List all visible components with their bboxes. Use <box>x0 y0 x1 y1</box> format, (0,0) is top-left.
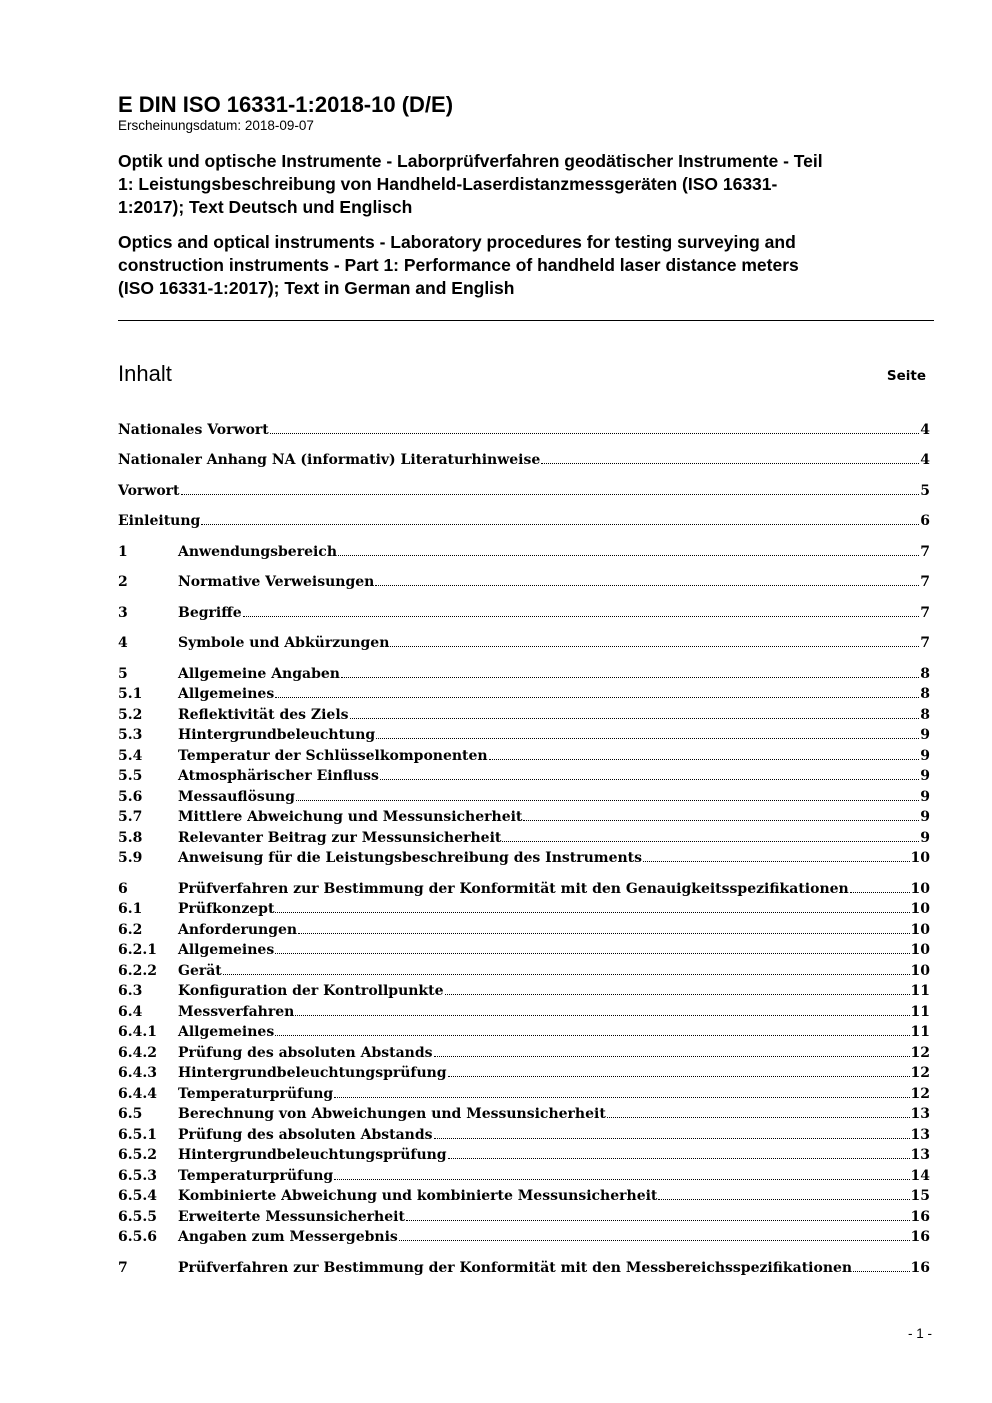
toc-entry-number: 6.4.2 <box>118 1045 157 1061</box>
toc-entry-title: Messverfahren <box>178 1004 295 1020</box>
toc-entry-number: 5.2 <box>118 707 143 723</box>
toc-entry[interactable] <box>118 601 930 621</box>
toc-entry-title: Temperaturprüfung <box>178 1086 334 1102</box>
toc-dot-leader <box>341 676 919 678</box>
toc-entry-page: 11 <box>910 983 930 999</box>
toc-entry-number: 6.5.3 <box>118 1168 157 1184</box>
toc-entry-page: 16 <box>910 1209 930 1225</box>
toc-entry-page: 4 <box>920 452 930 468</box>
toc-dot-leader <box>658 1198 909 1200</box>
toc-entry-number: 6.4.4 <box>118 1086 157 1102</box>
toc-entry-number: 6.4.1 <box>118 1024 157 1040</box>
toc-dot-leader <box>502 840 919 842</box>
toc-entry[interactable] <box>118 1164 930 1184</box>
toc-entry-page: 16 <box>910 1260 930 1276</box>
title-english-line: (ISO 16331-1:2017); Text in German and English <box>118 278 515 298</box>
toc-entry-page: 16 <box>910 1229 930 1245</box>
toc-entry-title: Allgemeines <box>178 686 275 702</box>
title-english-line: Optics and optical instruments - Laboratory procedures for testing surveying and <box>118 232 796 252</box>
toc-entry[interactable] <box>118 1184 930 1204</box>
toc-entry-number: 6.5 <box>118 1106 143 1122</box>
toc-entry[interactable] <box>118 1143 930 1163</box>
toc-entry-page: 5 <box>920 483 930 499</box>
toc-entry[interactable] <box>118 723 930 743</box>
toc-entry-page: 10 <box>910 850 930 866</box>
toc-entry-number: 6.5.6 <box>118 1229 157 1245</box>
toc-dot-leader <box>275 911 909 913</box>
toc-entry-title: Symbole und Abkürzungen <box>178 635 390 651</box>
toc-entry-title: Prüfung des absoluten Abstands <box>178 1127 433 1143</box>
toc-entry[interactable] <box>118 1256 930 1276</box>
toc-entry-title: Temperatur der Schlüsselkomponenten <box>178 748 488 764</box>
toc-entry[interactable] <box>118 631 930 651</box>
toc-dot-leader <box>296 799 919 801</box>
toc-dot-leader <box>201 523 919 525</box>
toc-entry-title: Hintergrundbeleuchtungsprüfung <box>178 1065 447 1081</box>
toc-entry-page: 4 <box>920 422 930 438</box>
toc-entry-title: Allgemeines <box>178 1024 275 1040</box>
toc-entry[interactable] <box>118 744 930 764</box>
toc-entry-title: Erweiterte Messunsicherheit <box>178 1209 405 1225</box>
toc-entry-page: 15 <box>910 1188 930 1204</box>
toc-entry-title: Allgemeine Angaben <box>178 666 340 682</box>
toc-entry[interactable] <box>118 846 930 866</box>
toc-entry[interactable] <box>118 540 930 560</box>
toc-heading: Inhalt <box>118 361 172 386</box>
toc-entry[interactable] <box>118 938 930 958</box>
toc-entry[interactable] <box>118 1061 930 1081</box>
toc-dot-leader <box>390 645 919 647</box>
toc-dot-leader <box>399 1239 910 1241</box>
toc-entry-page: 7 <box>920 544 930 560</box>
toc-entry-page: 12 <box>910 1065 930 1081</box>
toc-entry-page: 10 <box>910 963 930 979</box>
toc-entry-number: 6.3 <box>118 983 143 999</box>
toc-entry-title: Kombinierte Abweichung und kombinierte Messunsicherheit <box>178 1188 658 1204</box>
title-english <box>118 231 934 301</box>
toc-entry-title: Anweisung für die Leistungsbeschreibung des Instruments <box>178 850 643 866</box>
toc-entry-page: 9 <box>920 809 930 825</box>
toc-dot-leader <box>181 493 920 495</box>
toc-entry-page: 12 <box>910 1086 930 1102</box>
toc-entry-title: Anwendungsbereich <box>178 544 337 560</box>
title-german-line: Optik und optische Instrumente - Laborprüfverfahren geodätischer Instrumente - Teil <box>118 151 823 171</box>
toc-entry-title: Hintergrundbeleuchtungsprüfung <box>178 1147 447 1163</box>
toc-entry-page: 9 <box>920 727 930 743</box>
toc-dot-leader <box>223 973 910 975</box>
toc-entry-number: 5 <box>118 666 128 682</box>
toc-entry-number: 6.1 <box>118 901 143 917</box>
toc-dot-leader <box>275 696 919 698</box>
toc-dot-leader <box>275 1034 909 1036</box>
toc-entry-page: 11 <box>910 1004 930 1020</box>
toc-dot-leader <box>448 1157 910 1159</box>
toc-entry[interactable] <box>118 897 930 917</box>
toc-dot-leader <box>270 432 920 434</box>
toc-entry-page: 8 <box>920 707 930 723</box>
toc-entry-page: 10 <box>910 901 930 917</box>
toc-entry-number: 6.4 <box>118 1004 143 1020</box>
toc-dot-leader <box>376 737 919 739</box>
toc-entry-title: Mittlere Abweichung und Messunsicherheit <box>178 809 523 825</box>
toc-entry-number: 3 <box>118 605 128 621</box>
toc-entry[interactable] <box>118 448 930 468</box>
toc-entry[interactable] <box>118 979 930 999</box>
toc-entry[interactable] <box>118 570 930 590</box>
toc-entry-title: Prüfkonzept <box>178 901 275 917</box>
page-number: - 1 - <box>907 1326 932 1341</box>
toc-entry[interactable] <box>118 1225 930 1245</box>
toc-entry-title: Nationaler Anhang NA (informativ) Literaturhinweise <box>118 452 541 468</box>
toc-entry-title: Atmosphärischer Einfluss <box>178 768 379 784</box>
toc-entry-page: 7 <box>920 635 930 651</box>
toc-entry-page: 14 <box>910 1168 930 1184</box>
toc-entry-number: 6.5.5 <box>118 1209 157 1225</box>
toc-entry[interactable] <box>118 479 930 499</box>
toc-dot-leader <box>334 1178 909 1180</box>
toc-entry-title: Relevanter Beitrag zur Messunsicherheit <box>178 830 502 846</box>
toc-entry-page: 13 <box>910 1106 930 1122</box>
toc-entry-title: Konfiguration der Kontrollpunkte <box>178 983 444 999</box>
toc-entry-number: 6.5.4 <box>118 1188 157 1204</box>
toc-dot-leader <box>298 932 909 934</box>
toc-entry-number: 6.5.2 <box>118 1147 157 1163</box>
toc-entry[interactable] <box>118 703 930 723</box>
toc-entry-number: 6.2.1 <box>118 942 157 958</box>
toc-entry-page: 12 <box>910 1045 930 1061</box>
toc-entry-title: Einleitung <box>118 513 201 529</box>
toc-dot-leader <box>445 993 910 995</box>
toc-entry-title: Angaben zum Messergebnis <box>178 1229 398 1245</box>
toc-dot-leader <box>380 778 919 780</box>
toc-dot-leader <box>643 860 909 862</box>
toc-entry-number: 6.2.2 <box>118 963 157 979</box>
title-english-line: construction instruments - Part 1: Performance of handheld laser distance meters <box>118 255 799 275</box>
toc-entry-title: Gerät <box>178 963 222 979</box>
toc-entry[interactable] <box>118 826 930 846</box>
toc-dot-leader <box>406 1219 910 1221</box>
toc-dot-leader <box>541 462 919 464</box>
toc-entry[interactable] <box>118 662 930 682</box>
toc-entry[interactable] <box>118 509 930 529</box>
toc-dot-leader <box>334 1096 909 1098</box>
toc-dot-leader <box>489 758 920 760</box>
toc-entry-page: 9 <box>920 830 930 846</box>
toc-entry-number: 6.4.3 <box>118 1065 157 1081</box>
toc-entry-title: Temperaturprüfung <box>178 1168 334 1184</box>
toc-dot-leader <box>295 1014 909 1016</box>
toc-dot-leader <box>850 891 910 893</box>
toc-entry-number: 6.5.1 <box>118 1127 157 1143</box>
toc-entry-page: 6 <box>920 513 930 529</box>
toc-entry-number: 7 <box>118 1260 128 1276</box>
toc-entry-number: 5.6 <box>118 789 143 805</box>
toc-entry-page: 7 <box>920 605 930 621</box>
toc-entry[interactable] <box>118 1205 930 1225</box>
toc-entry[interactable] <box>118 764 930 784</box>
toc-entry-page: 9 <box>920 748 930 764</box>
toc-entry-page: 13 <box>910 1127 930 1143</box>
toc-dot-leader <box>434 1137 910 1139</box>
toc-entry-title: Hintergrundbeleuchtung <box>178 727 376 743</box>
toc-dot-leader <box>243 615 920 617</box>
toc-entry-page: 8 <box>920 666 930 682</box>
toc-entry-page: 8 <box>920 686 930 702</box>
header-divider <box>118 320 934 321</box>
toc-entry-title: Prüfverfahren zur Bestimmung der Konformität mit den Messbereichsspezifikationen <box>178 1260 853 1276</box>
toc-entry-page: 9 <box>920 789 930 805</box>
toc-entry-page: 10 <box>910 922 930 938</box>
toc-entry-title: Prüfverfahren zur Bestimmung der Konformität mit den Genauigkeitsspezifikationen <box>178 881 849 897</box>
toc-dot-leader <box>375 584 919 586</box>
toc-entry-page: 7 <box>920 574 930 590</box>
toc-entry-page: 9 <box>920 768 930 784</box>
toc-entry-number: 5.9 <box>118 850 143 866</box>
toc-entry-number: 4 <box>118 635 128 651</box>
toc-entry-number: 6.2 <box>118 922 143 938</box>
toc-dot-leader <box>853 1270 909 1272</box>
toc-dot-leader <box>448 1075 910 1077</box>
toc-entry-page: 10 <box>910 942 930 958</box>
toc-entry-title: Reflektivität des Ziels <box>178 707 349 723</box>
toc-entry-page: 13 <box>910 1147 930 1163</box>
toc-entry-number: 5.5 <box>118 768 143 784</box>
toc-entry-number: 5.8 <box>118 830 143 846</box>
toc-entry-page: 10 <box>910 881 930 897</box>
title-german-line: 1:2017); Text Deutsch und Englisch <box>118 197 413 217</box>
toc-entry[interactable] <box>118 682 930 702</box>
toc-entry-number: 5.1 <box>118 686 143 702</box>
toc-dot-leader <box>275 952 909 954</box>
toc-entry[interactable] <box>118 1000 930 1020</box>
toc-entry[interactable] <box>118 805 930 825</box>
toc-entry-title: Prüfung des absoluten Abstands <box>178 1045 433 1061</box>
toc-entry-title: Messauflösung <box>178 789 295 805</box>
page-column-label: Seite <box>886 368 926 384</box>
toc-entry[interactable] <box>118 877 930 897</box>
toc-entry[interactable] <box>118 959 930 979</box>
toc-dot-leader <box>607 1116 910 1118</box>
toc-entry-title: Begriffe <box>178 605 242 621</box>
toc-entry[interactable] <box>118 785 930 805</box>
toc-entry-title: Vorwort <box>118 483 180 499</box>
toc-entry[interactable] <box>118 1041 930 1061</box>
toc-entry-number: 5.7 <box>118 809 143 825</box>
title-german-line: 1: Leistungsbeschreibung von Handheld-Laserdistanzmessgeräten (ISO 16331- <box>118 174 778 194</box>
toc-entry-number: 5.4 <box>118 748 143 764</box>
toc-dot-leader <box>434 1055 910 1057</box>
document-id: E DIN ISO 16331-1:2018-10 (D/E) <box>118 92 454 117</box>
toc-entry-page: 11 <box>910 1024 930 1040</box>
toc-entry[interactable] <box>118 1082 930 1102</box>
toc-entry[interactable] <box>118 1102 930 1122</box>
toc-entry-title: Allgemeines <box>178 942 275 958</box>
toc-entry[interactable] <box>118 1020 930 1040</box>
publication-date: Erscheinungsdatum: 2018-09-07 <box>118 118 314 133</box>
toc-entry-number: 5.3 <box>118 727 143 743</box>
toc-dot-leader <box>523 819 919 821</box>
toc-entry-number: 1 <box>118 544 128 560</box>
document-header <box>118 92 934 301</box>
toc-entry[interactable] <box>118 1123 930 1143</box>
toc-entry-title: Anforderungen <box>178 922 298 938</box>
toc-entry-number: 6 <box>118 881 128 897</box>
toc-entry[interactable] <box>118 918 930 938</box>
toc-dot-leader <box>350 717 920 719</box>
toc-entry-number: 2 <box>118 574 128 590</box>
toc-entry-title: Nationales Vorwort <box>118 422 269 438</box>
toc-entry-title: Berechnung von Abweichungen und Messunsicherheit <box>178 1106 606 1122</box>
toc-dot-leader <box>338 554 919 556</box>
toc-entry-title: Normative Verweisungen <box>178 574 375 590</box>
toc-entry[interactable] <box>118 418 930 438</box>
title-german <box>118 150 934 219</box>
